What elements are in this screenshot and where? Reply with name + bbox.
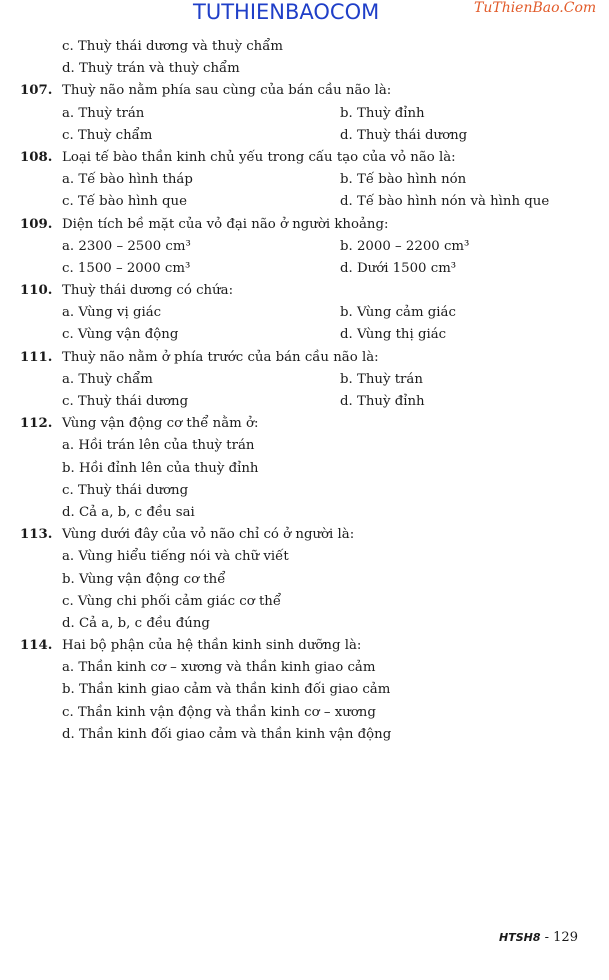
option-row xyxy=(20,546,590,568)
page-number: - 129 xyxy=(544,930,578,945)
answer-option: a. 2300 – 2500 cm³ xyxy=(62,238,191,254)
answer-option: b. Thuỳ đỉnh xyxy=(340,105,425,121)
answer-option: a. Thuỳ trán xyxy=(62,105,145,121)
option-row xyxy=(20,125,590,147)
answer-option: d. Tế bào hình nón và hình que xyxy=(340,194,550,210)
answer-option: c. 1500 – 2000 cm³ xyxy=(62,260,191,276)
answer-option: c. Thuỳ thái dương xyxy=(62,394,189,409)
answer-option: a. Hồi trán lên của thuỳ trán xyxy=(62,438,255,454)
answer-option: d. Vùng thị giác xyxy=(340,327,447,343)
answer-option: c. Vùng chi phối cảm giác cơ thể xyxy=(62,593,282,609)
answer-option: b. Vùng cảm giác xyxy=(340,305,456,321)
answer-option: d. Thuỳ đỉnh xyxy=(340,394,425,409)
question-text: Thuỳ não nằm ở phía trước của bán cầu não là: xyxy=(62,349,379,365)
answer-option: d. Cả a, b, c đều sai xyxy=(62,504,195,520)
option-row xyxy=(20,236,590,258)
option-row xyxy=(20,369,590,391)
option-row xyxy=(20,702,590,724)
question-list xyxy=(20,36,590,746)
option-row xyxy=(20,169,590,191)
answer-option: b. Hồi đỉnh lên của thuỳ đỉnh xyxy=(62,460,259,476)
option-row xyxy=(20,591,590,613)
option-row xyxy=(20,569,590,591)
question-row xyxy=(20,347,590,369)
answer-option: c. Tế bào hình que xyxy=(62,194,187,210)
answer-option: c. Thuỳ chẩm xyxy=(62,127,153,143)
answer-option: a. Vùng hiểu tiếng nói và chữ viết xyxy=(62,549,289,565)
answer-option: b. Vùng vận động cơ thể xyxy=(62,571,226,587)
option-row xyxy=(20,435,590,457)
answer-option: a. Thuỳ chẩm xyxy=(62,371,153,387)
option-row xyxy=(20,458,590,480)
question-text: Thuỳ não nằm phía sau cùng của bán cầu não là: xyxy=(62,83,392,99)
question-number: 110. xyxy=(20,283,53,299)
answer-option: d. Thuỳ trán và thuỳ chẩm xyxy=(62,61,240,77)
answer-option: b. Thuỳ trán xyxy=(340,371,423,387)
answer-option: b. 2000 – 2200 cm³ xyxy=(340,238,470,254)
option-row xyxy=(20,324,590,346)
question-number: 107. xyxy=(20,83,53,99)
option-row xyxy=(20,391,590,413)
option-row xyxy=(20,480,590,502)
option-row xyxy=(20,103,590,125)
option-row xyxy=(20,613,590,635)
question-row xyxy=(20,214,590,236)
question-row xyxy=(20,80,590,102)
answer-option: d. Thần kinh đối giao cảm và thần kinh vận động xyxy=(62,726,392,742)
option-row xyxy=(20,36,590,58)
question-row xyxy=(20,413,590,435)
question-number: 109. xyxy=(20,216,53,232)
answer-option: c. Thuỳ thái dương xyxy=(62,482,189,498)
answer-option: c. Thuỳ thái dương và thuỳ chẩm xyxy=(62,39,283,54)
answer-option: c. Thần kinh vận động và thần kinh cơ – xương xyxy=(62,704,376,720)
question-text: Vùng dưới đây của vỏ não chỉ có ở người là: xyxy=(62,527,355,543)
answer-option: b. Tế bào hình nón xyxy=(340,172,467,188)
question-row xyxy=(20,280,590,302)
question-text: Loại tế bào thần kinh chủ yếu trong cấu tạo của vỏ não là: xyxy=(62,149,456,165)
option-row xyxy=(20,58,590,80)
option-row xyxy=(20,679,590,701)
question-row xyxy=(20,635,590,657)
question-text: Thuỳ thái dương có chứa: xyxy=(62,283,234,299)
option-row xyxy=(20,191,590,213)
option-row xyxy=(20,302,590,324)
answer-option: d. Cả a, b, c đều đúng xyxy=(62,615,210,631)
question-text: Vùng vận động cơ thể nằm ở: xyxy=(62,416,259,432)
answer-option: a. Vùng vị giác xyxy=(62,305,162,321)
option-row xyxy=(20,258,590,280)
site-logo-text: TuThienBao.Com xyxy=(474,0,597,16)
option-row xyxy=(20,657,590,679)
question-text: Diện tích bề mặt của vỏ đại não ở người khoảng: xyxy=(62,216,389,232)
answer-option: c. Vùng vận động xyxy=(62,327,179,343)
question-row xyxy=(20,147,590,169)
question-number: 114. xyxy=(20,638,53,654)
answer-option: a. Thần kinh cơ – xương và thần kinh giao cảm xyxy=(62,660,376,676)
question-number: 113. xyxy=(20,527,53,543)
question-number: 108. xyxy=(20,149,53,165)
book-code: HTSH8 xyxy=(499,931,541,944)
site-watermark-title: TUTHIENBAOCOM xyxy=(193,0,380,24)
question-row xyxy=(20,524,590,546)
answer-option: b. Thần kinh giao cảm và thần kinh đối giao cảm xyxy=(62,682,391,698)
question-number: 112. xyxy=(20,416,53,432)
answer-option: d. Thuỳ thái dương xyxy=(340,127,468,143)
question-number: 111. xyxy=(20,349,53,365)
question-text: Hai bộ phận của hệ thần kinh sinh dưỡng là: xyxy=(62,638,362,654)
answer-option: d. Dưới 1500 cm³ xyxy=(340,260,457,276)
option-row xyxy=(20,724,590,746)
option-row xyxy=(20,502,590,524)
answer-option: a. Tế bào hình tháp xyxy=(62,172,193,188)
page-footer xyxy=(499,930,578,945)
